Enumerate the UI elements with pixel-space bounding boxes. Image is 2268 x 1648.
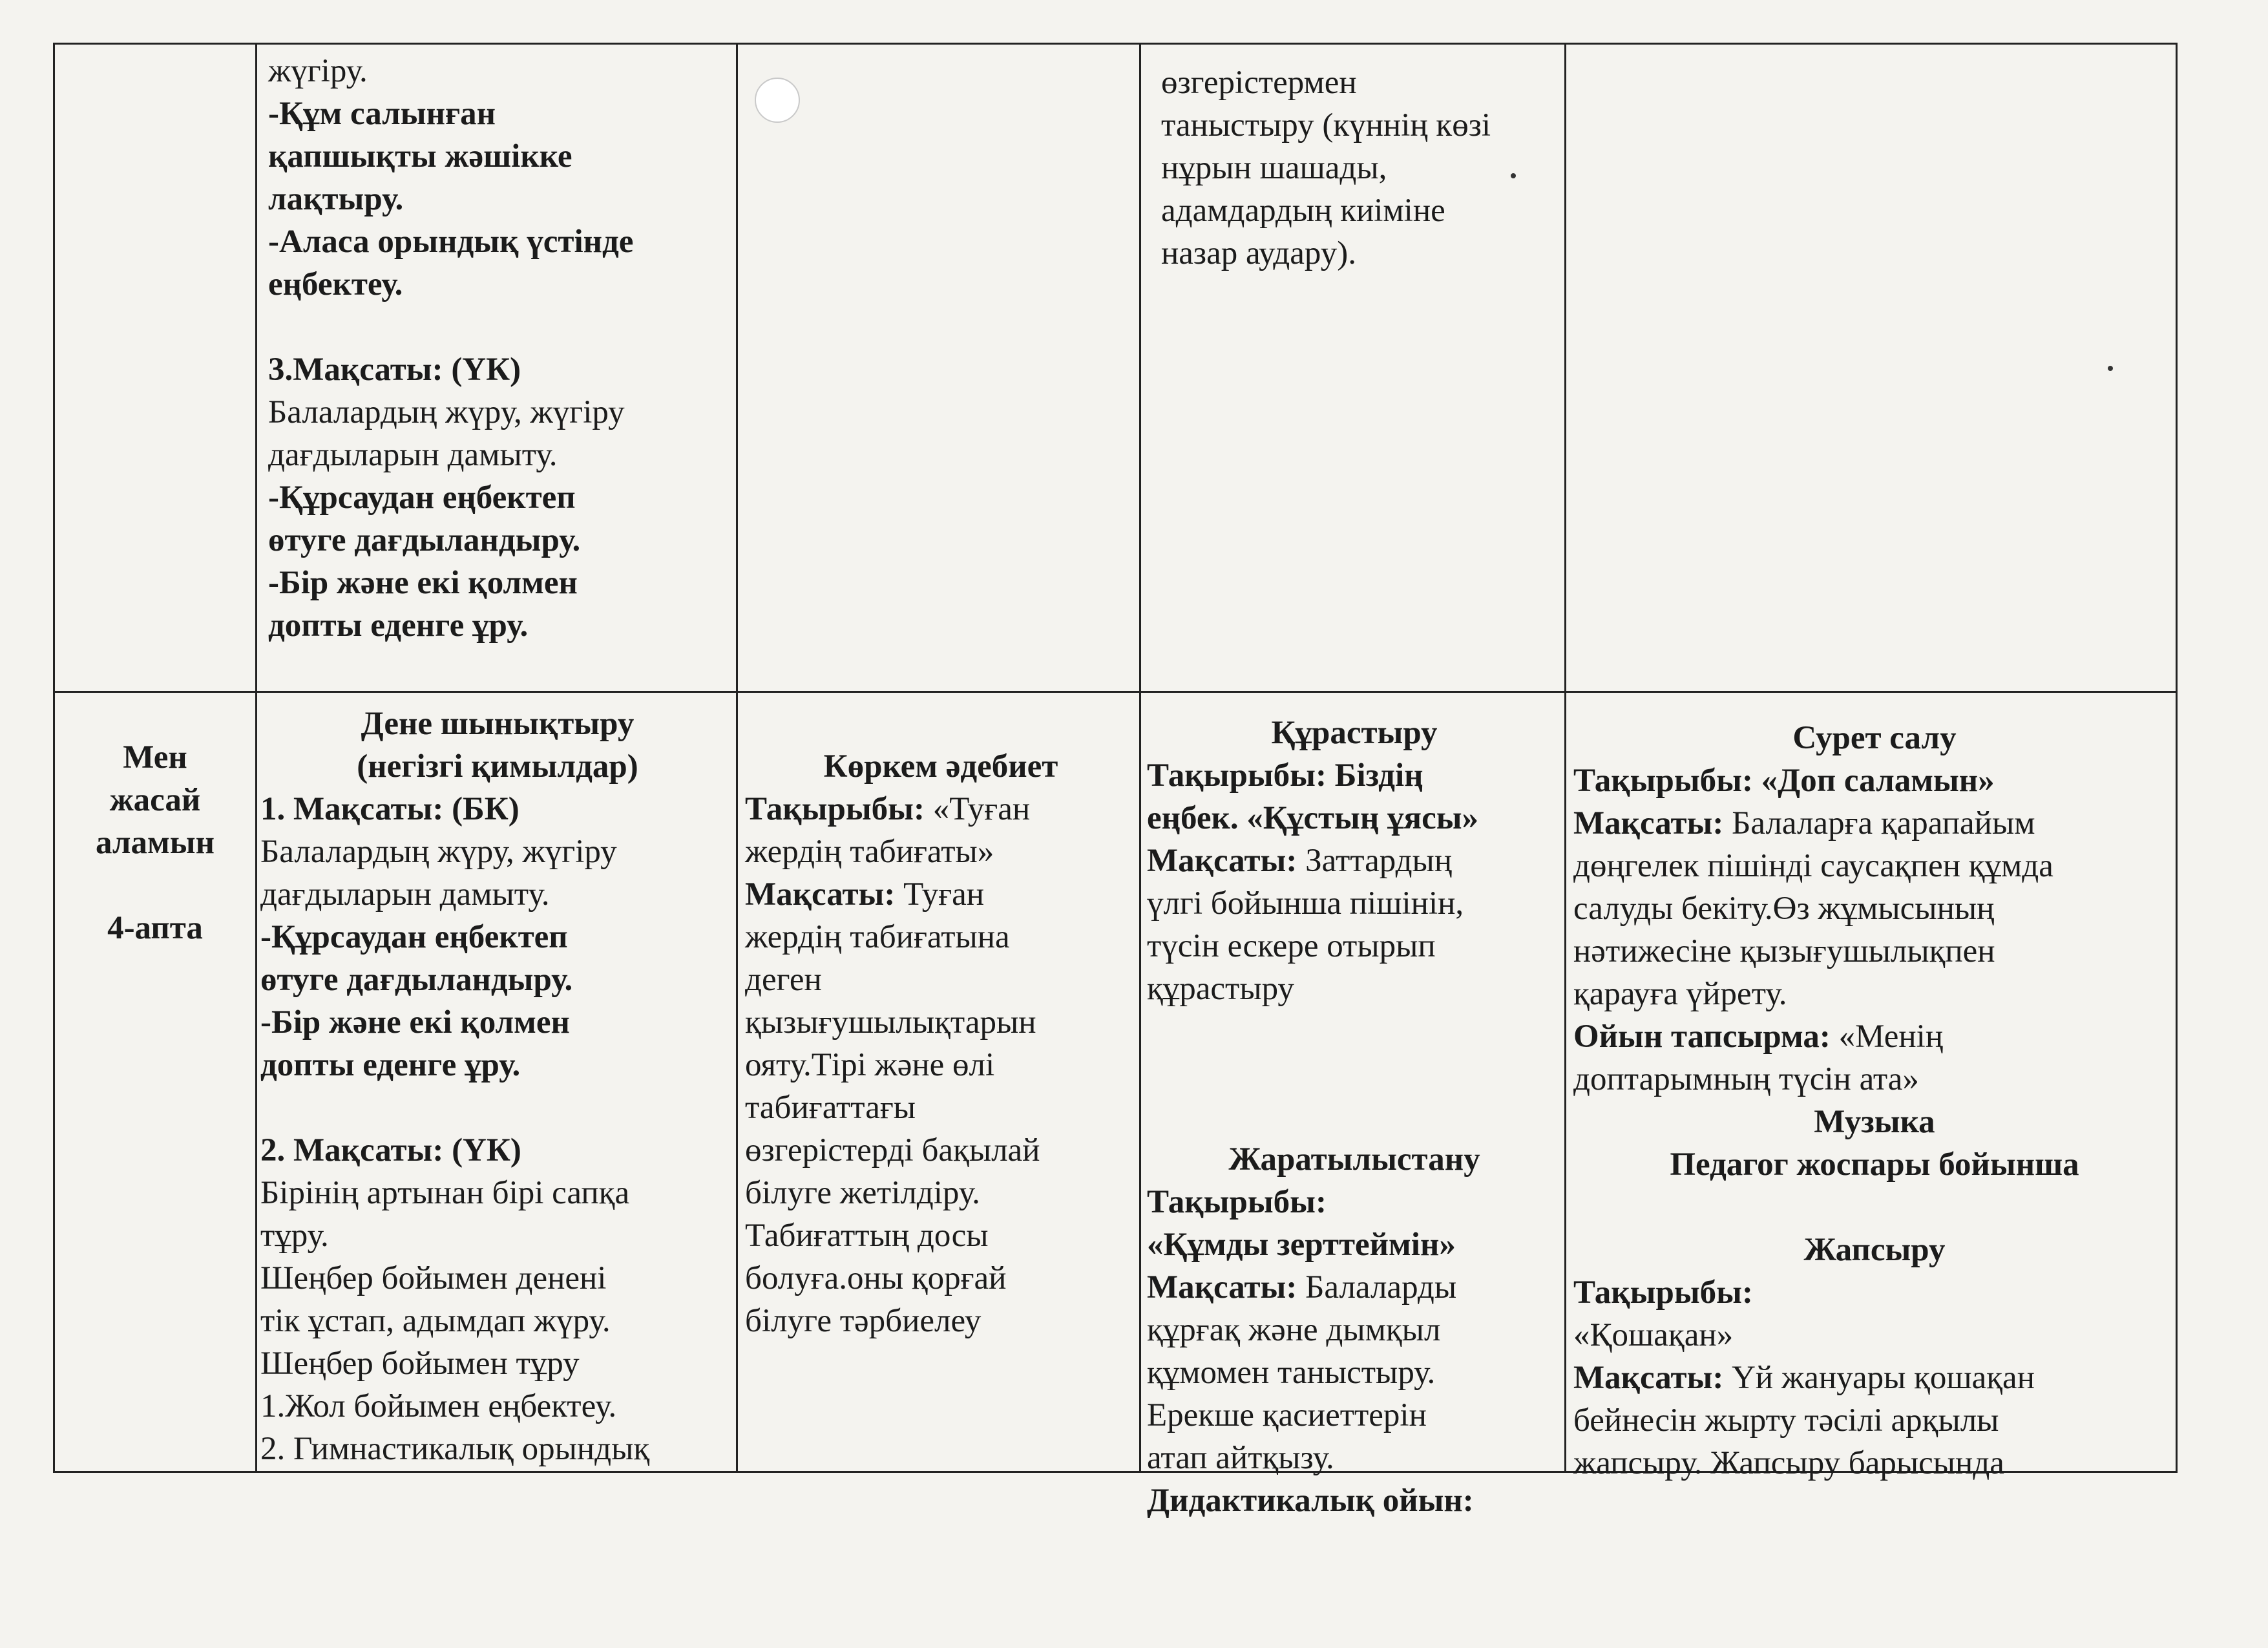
column-divider	[255, 45, 257, 1471]
row1-col1-cell	[55, 45, 255, 691]
goal-line	[1147, 840, 1562, 882]
text-line: жердің табиғатына	[745, 919, 1010, 955]
goal-text: Үй жануары қошақан	[1723, 1360, 2035, 1396]
row2-col2-cell	[260, 703, 735, 1470]
text-line: өзгерістермен	[1161, 65, 1357, 101]
subject-subheading: (негізгі қимылдар)	[357, 748, 638, 785]
section-name: Мен	[123, 739, 187, 776]
goal-text: Заттардың	[1297, 843, 1453, 879]
text-line: таныстыру (күннің көзі	[1161, 107, 1491, 143]
text-line: қарауға үйрету.	[1573, 976, 1787, 1012]
text-line: Ерекше қасиеттерін	[1147, 1397, 1427, 1433]
row2-col4-cell	[1147, 712, 1562, 1519]
text-line: допты еденге ұру.	[260, 1047, 521, 1083]
punch-hole	[755, 78, 800, 123]
topic-line: еңбек. «Құстың ұясы»	[1147, 800, 1479, 836]
text-line: -Бір және екі қолмен	[268, 565, 578, 601]
text-line: құрғақ және дымқыл	[1147, 1312, 1441, 1348]
column-divider	[1139, 45, 1141, 1471]
scan-speck	[1511, 173, 1516, 178]
text-line: Бірінің артынан бірі сапқа	[260, 1175, 630, 1211]
text-line: Шеңбер бойымен денені	[260, 1260, 607, 1296]
music-note: Педагог жоспары бойынша	[1670, 1146, 2079, 1183]
text-line: деген	[745, 962, 822, 998]
text-line: -Құм салынған	[268, 96, 496, 132]
goal-label: Мақсаты:	[1573, 805, 1724, 841]
text-line: қапшықты жәшікке	[268, 138, 572, 174]
goal-label: Мақсаты:	[745, 876, 896, 913]
topic-line: Тақырыбы: «Доп саламын»	[1573, 763, 1995, 799]
topic-text: «Туған	[924, 791, 1031, 827]
subject-heading: Жаратылыстану	[1228, 1141, 1480, 1178]
text-line: үлгі бойынша пішінін,	[1147, 885, 1464, 922]
text-line: Балалардың жүру, жүгіру	[260, 834, 617, 870]
row2-col1-cell	[55, 736, 255, 1466]
topic-label: Тақырыбы:	[1573, 1274, 1753, 1311]
text-line: жүгіру.	[268, 53, 368, 89]
topic-line: Тақырыбы: Біздің	[1147, 757, 1423, 794]
text-line: қызығушылықтарын	[745, 1004, 1036, 1041]
text-line: атап айтқызу.	[1147, 1440, 1334, 1476]
goal-label: 3.Мақсаты: (ҮК)	[268, 352, 521, 388]
topic-label: Тақырыбы:	[1147, 1184, 1327, 1220]
row1-col5-cell	[1566, 45, 2176, 691]
game-label: Дидактикалық ойын:	[1147, 1483, 1474, 1519]
text-line: табиғаттағы	[745, 1090, 916, 1126]
text-line: 1.Жол бойымен еңбектеу.	[260, 1388, 617, 1424]
section-name: аламын	[95, 825, 215, 861]
text-line: -Құрсаудан еңбектеп	[260, 919, 568, 955]
game-label: Ойын тапсырма:	[1573, 1019, 1831, 1055]
text-line: 2. Гимнастикалық орындық	[260, 1431, 650, 1467]
goal-label: 1. Мақсаты: (БК)	[260, 791, 520, 827]
subject-heading: Дене шынықтыру	[361, 706, 635, 742]
row2-col3-cell	[745, 745, 1137, 1469]
section-name: жасай	[109, 782, 201, 818]
week-label: 4-апта	[107, 910, 203, 946]
text-line: өтуге дағдыландыру.	[260, 962, 573, 998]
goal-line	[745, 873, 1137, 916]
goal-label: 2. Мақсаты: (ҮК)	[260, 1132, 521, 1168]
row1-col2-cell	[268, 50, 733, 690]
topic-text: «Қошақан»	[1573, 1317, 1734, 1353]
subject-heading: Көркем әдебиет	[823, 748, 1058, 785]
text-line: жердің табиғаты»	[745, 834, 994, 870]
text-line: түсін ескере отырып	[1147, 928, 1436, 964]
subject-heading: Жапсыру	[1803, 1232, 1946, 1268]
text-line: Шеңбер бойымен тұру	[260, 1346, 580, 1382]
goal-label: Мақсаты:	[1147, 1269, 1297, 1305]
text-line: еңбектеу.	[268, 266, 403, 302]
text-line: білуге жетілдіру.	[745, 1175, 980, 1211]
goal-text: Балаларға қарапайым	[1723, 805, 2035, 841]
text-line: өзгерістерді бақылай	[745, 1132, 1040, 1168]
game-line	[1573, 1015, 2176, 1058]
text-line: дағдыларын дамыту.	[268, 437, 558, 473]
text-line: жапсыру. Жапсыру барысында	[1573, 1445, 2004, 1481]
game-text: «Менің	[1830, 1019, 1944, 1055]
text-line: тік ұстап, адымдап жүру.	[260, 1303, 611, 1339]
text-line: Табиғаттың досы	[745, 1218, 989, 1254]
text-line: құмомен таныстыру.	[1147, 1355, 1436, 1391]
goal-text: Балаларды	[1297, 1269, 1457, 1305]
topic-text: «Құмды зерттеймін»	[1147, 1227, 1456, 1263]
text-line: құрастыру	[1147, 971, 1294, 1007]
text-line: доптарымның түсін ата»	[1573, 1061, 1919, 1097]
text-line: салуды бекіту.Өз жұмысының	[1573, 891, 1995, 927]
scan-speck	[2108, 366, 2113, 371]
row-divider	[55, 691, 2176, 693]
text-line: Балалардың жүру, жүгіру	[268, 394, 625, 430]
goal-line	[1147, 1266, 1562, 1309]
text-line: -Бір және екі қолмен	[260, 1004, 570, 1041]
topic-label: Тақырыбы:	[745, 791, 925, 827]
text-line: нұрын шашады,	[1161, 150, 1387, 186]
text-line: білуге тәрбиелеу	[745, 1303, 982, 1339]
goal-line	[1573, 1357, 2176, 1399]
text-line: -Құрсаудан еңбектеп	[268, 480, 576, 516]
row2-col5-cell	[1573, 717, 2176, 1481]
text-line: лақтыру.	[268, 181, 404, 217]
row1-col4-cell	[1161, 61, 1562, 688]
text-line: өтуге дағдыландыру.	[268, 522, 581, 558]
goal-label: Мақсаты:	[1573, 1360, 1724, 1396]
goal-line	[1573, 802, 2176, 845]
text-line: нәтижесіне қызығушылықпен	[1573, 933, 1995, 969]
subject-heading: Құрастыру	[1271, 715, 1438, 751]
text-line: допты еденге ұру.	[268, 607, 529, 644]
text-line: дөңгелек пішінді саусақпен құмда	[1573, 848, 2053, 884]
text-line: тұру.	[260, 1218, 329, 1254]
text-line: болуға.оны қорғай	[745, 1260, 1007, 1296]
text-line: назар аудару).	[1161, 235, 1356, 271]
text-line: бейнесін жырту тәсілі арқылы	[1573, 1402, 1999, 1439]
topic-line	[745, 788, 1137, 830]
text-line: -Аласа орындық үстінде	[268, 224, 634, 260]
text-line: ояту.Тірі және өлі	[745, 1047, 995, 1083]
goal-label: Мақсаты:	[1147, 843, 1297, 879]
row1-col3-cell	[738, 45, 1139, 691]
subject-heading: Музыка	[1814, 1104, 1935, 1140]
goal-text: Туған	[895, 876, 985, 913]
text-line: дағдыларын дамыту.	[260, 876, 550, 913]
subject-heading: Сурет салу	[1792, 720, 1957, 756]
lesson-plan-table	[53, 43, 2178, 1519]
text-line: адамдардың киіміне	[1161, 193, 1445, 229]
